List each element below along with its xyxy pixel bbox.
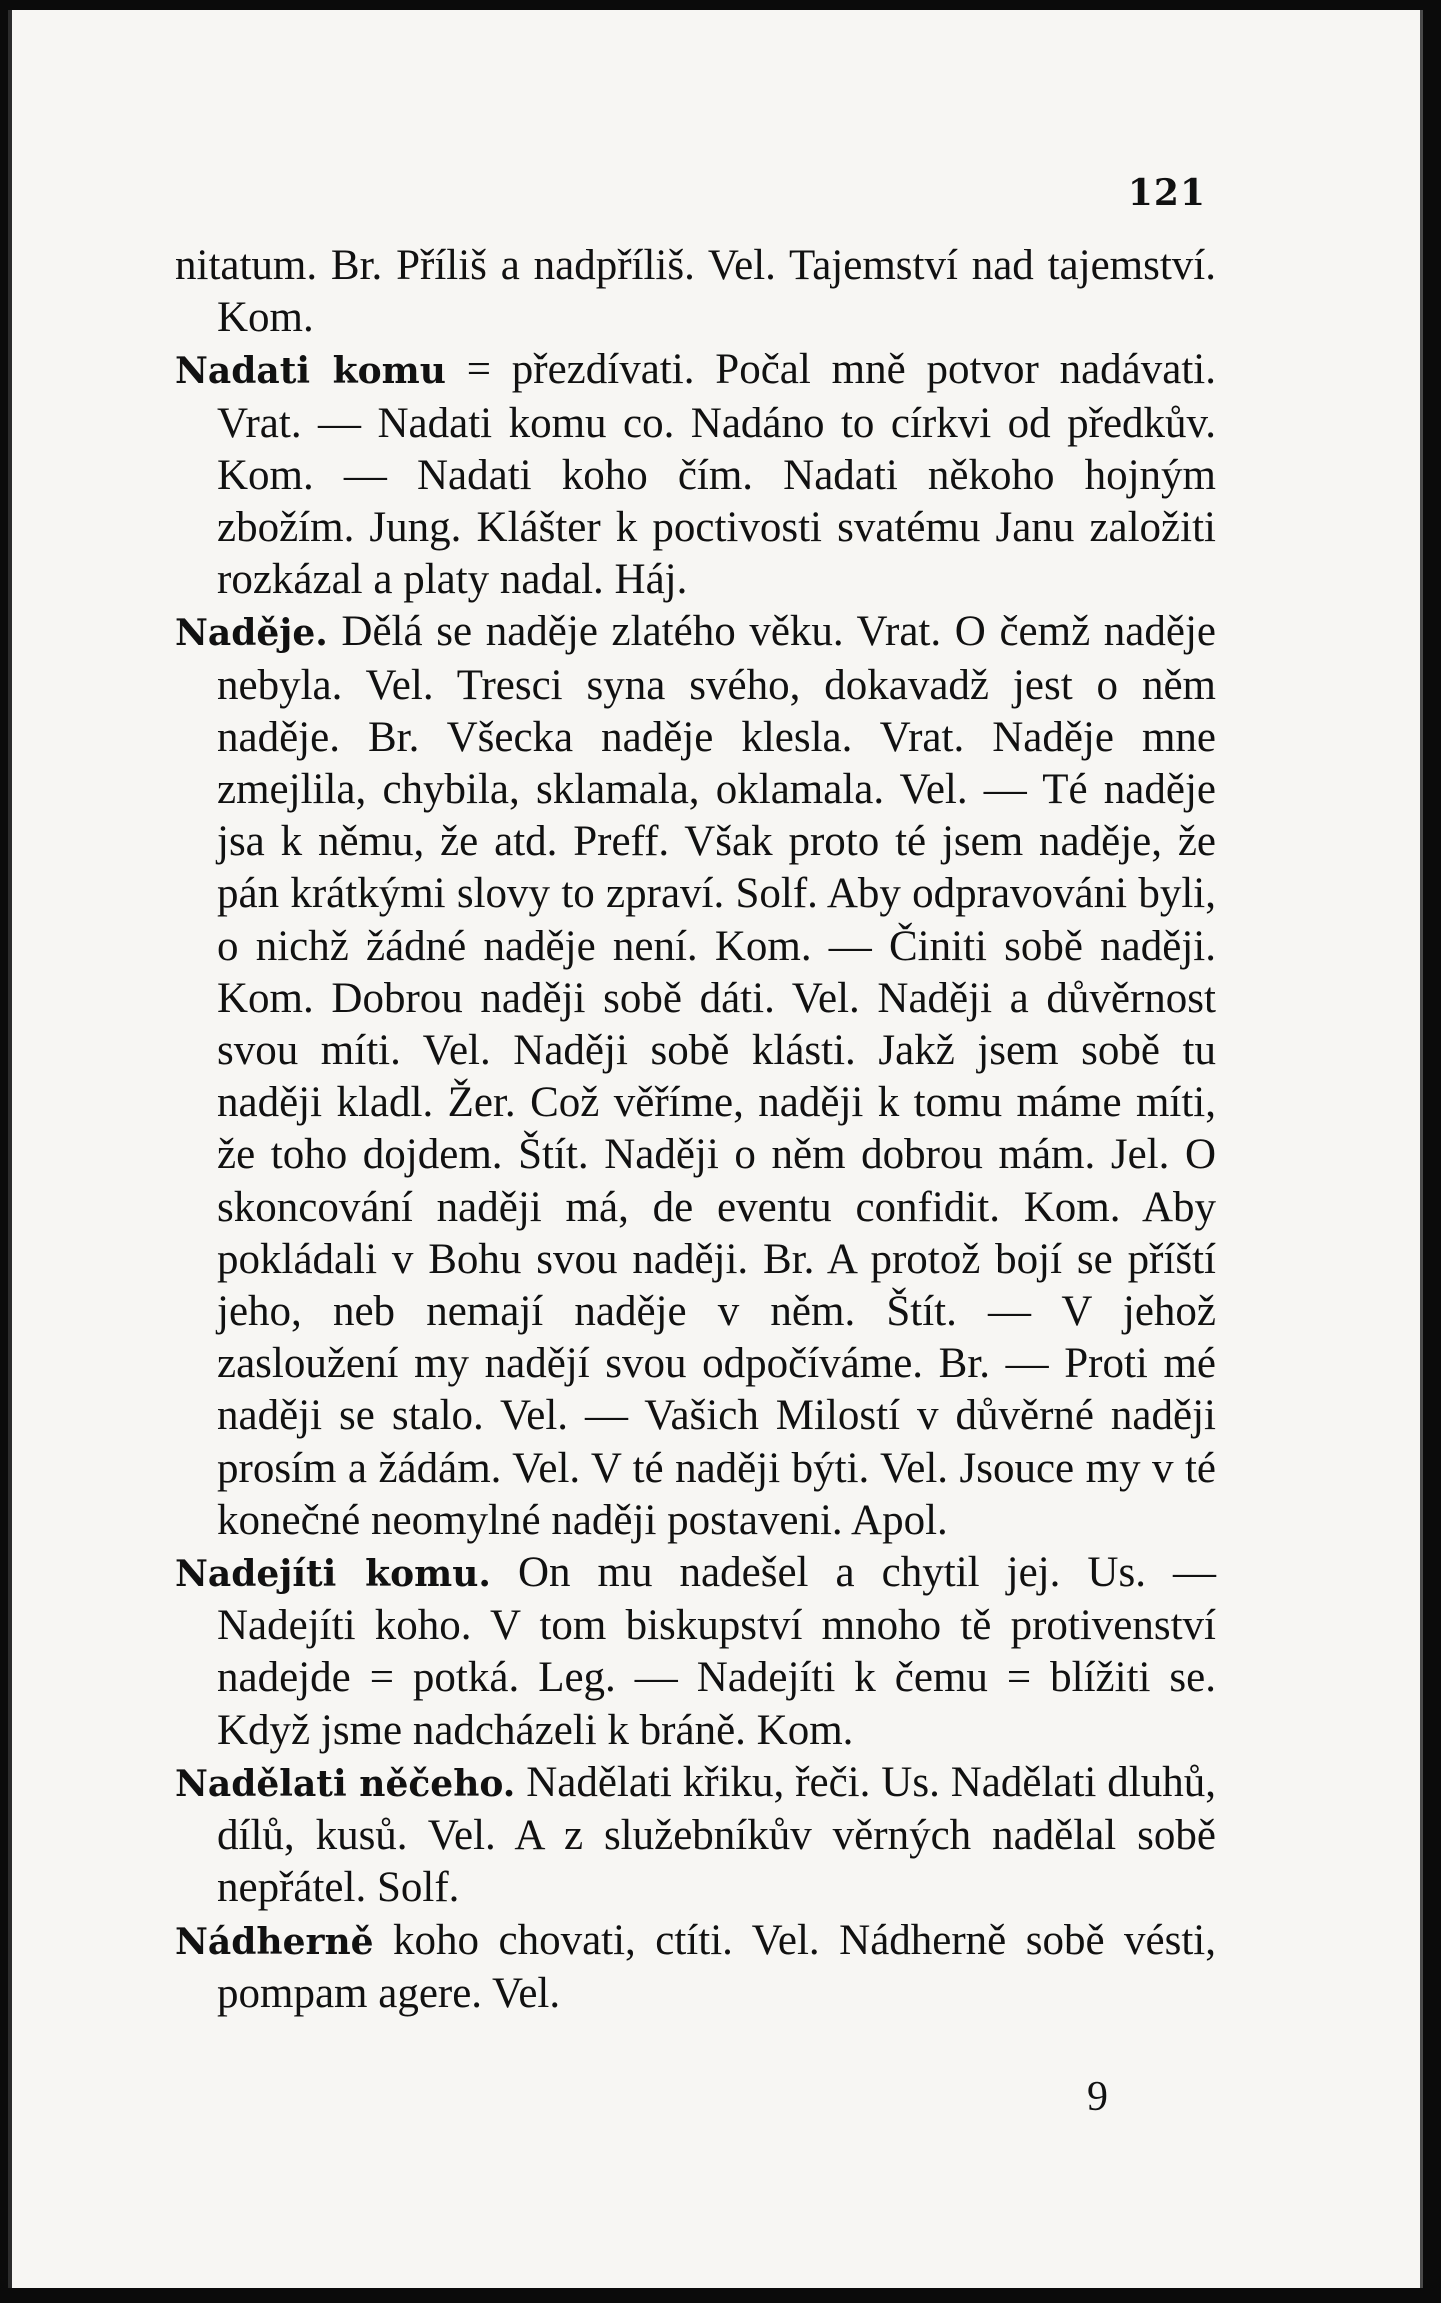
entry-text: Nadělati křiku, řeči. Us. Nadělati dluhů, dílů, kusů. Vel. A z služebníkův věrných nadělal sobě nepřátel. Solf. — [217, 1758, 1216, 1912]
dictionary-text — [175, 240, 1216, 2020]
entry-text: Dělá se naděje zlatého věku. Vrat. O čemž naděje nebyla. Vel. Tresci syna svého, dokavadž jest o něm naděje. Br. Všecka naděje klesla. Vrat. Naděje mne zmejlila, chybila, sklamala, oklamala. Vel. — Té naděje jsa k němu, že atd. Preff. Však proto té jsem naděje, že pán krátkými slovy to zpraví. Solf. Aby odpravováni byli, o nichž žádné naděje není. Kom. — Činiti sobě naději. Kom. Dobrou naději sobě dáti. Vel. Naději a důvěrnost svou míti. Vel. Naději sobě klásti. Jakž jsem sobě tu naději kladl. Žer. Což věříme, naději k tomu máme míti, že toho dojdem. Štít. Naději o něm dobrou mám. Jel. O skoncování naději má, de eventu confidit. Kom. Aby pokládali v Bohu svou naději. Br. A protož bojí se příští jeho, neb nemají naděje v něm. Štít. — V jehož zasloužení my nadějí svou odpočíváme. Br. — Proti mé naději se stalo. Vel. — Vašich Milostí v důvěrné naději prosím a žádám. Vel. V té naději býti. Vel. Jsouce my v té konečné neomylné naději postaveni. Apol. — [217, 608, 1216, 1544]
entry-text: On mu nadešel a chytil jej. Us. — Nadejíti koho. V tom biskupství mnoho tě protivenství nadejde = potká. Leg. — Nadejíti k čemu = blížiti se. Když jsme nadcházeli k bráně. Kom. — [217, 1549, 1216, 1754]
headword: Nadělati něčeho. — [175, 1762, 516, 1805]
entry-text: = přezdívati. Počal mně potvor nadávati. Vrat. — Nadati komu co. Nadáno to církvi od předkův. Kom. — Nadati koho čím. Nadati někoho hojným zbožím. Jung. Klášter k poctivosti svatému Janu založiti rozkázal a platy nadal. Háj. — [217, 346, 1216, 604]
book-page — [8, 10, 1420, 2288]
entry-nadherne — [175, 1915, 1216, 2020]
entry-nadati — [175, 344, 1216, 606]
headword: Naděje. — [175, 612, 328, 655]
headword: Nadati komu — [175, 350, 446, 393]
headword: Nádherně — [175, 1920, 374, 1963]
page-edge — [1420, 10, 1423, 2288]
entry-nadelati — [175, 1757, 1216, 1915]
entry-text: nitatum. Br. Příliš a nadpříliš. Vel. Tajemství nad tajemství. Kom. — [175, 242, 1216, 342]
headword: Nadejíti komu. — [175, 1553, 491, 1596]
signature-mark: 9 — [1087, 2074, 1108, 2120]
page-number: 121 — [1127, 172, 1206, 214]
entry-nadejiti — [175, 1547, 1216, 1757]
entry-continuation — [175, 240, 1216, 344]
entry-nadeje — [175, 606, 1216, 1547]
entry-text: koho chovati, ctíti. Vel. Nádherně sobě vésti, pompam agere. Vel. — [217, 1916, 1216, 2017]
